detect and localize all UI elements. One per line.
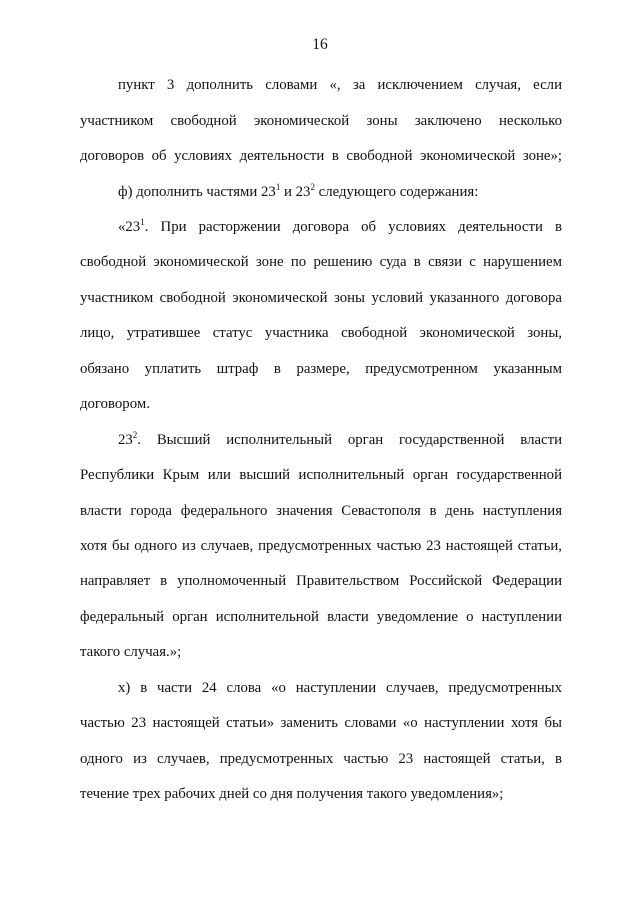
page-number: 16 [312,36,328,53]
text-line: $23^2$. Высший исполнительный орган государственной власти [118,430,562,448]
text-line: направляет в уполномоченный Правительством Российской Федерации [80,573,562,589]
text-line: одного из случаев, предусмотренных частью 23 настоящей статьи, в [80,751,562,767]
text-line: участником свободной экономической зоны заключено несколько [80,113,562,129]
text-line: лицо, утратившее статус участника свободной экономической зоны, [80,325,562,341]
text-line: частью 23 настоящей статьи» заменить словами «о наступлении хотя бы [80,715,562,731]
text-line: федеральный орган исполнительной власти уведомление о наступлении [80,609,562,625]
text-line: договоров об условиях деятельности в свободной экономической зоне»; [80,148,562,164]
text-line: свободной экономической зоне по решению суда в связи с нарушением [80,254,562,270]
text-line: х) в части 24 слова «о наступлении случаев, предусмотренных [118,680,562,696]
text-line: такого случая.»; [80,644,182,660]
text-line: участником свободной экономической зоны условий указанного договора [80,290,562,306]
text-line: Республики Крым или высший исполнительный орган государственной [80,467,562,483]
text-line: договором. [80,396,150,412]
text-line: течение трех рабочих дней со дня получения такого уведомления»; [80,786,504,802]
text-line: хотя бы одного из случаев, предусмотренных частью 23 настоящей статьи, [80,538,562,554]
text-line: власти города федерального значения Севастополя в день наступления [80,503,562,519]
text-line: ф) дополнить частями $23^1$ и $23^2$ следующего содержания: [118,182,479,200]
text-line: «$23^1$. При расторжении договора об условиях деятельности в [118,217,562,235]
text-line: пункт 3 дополнить словами «, за исключением случая, если [118,77,562,93]
text-line: обязано уплатить штраф в размере, предусмотренном указанным [80,361,562,377]
